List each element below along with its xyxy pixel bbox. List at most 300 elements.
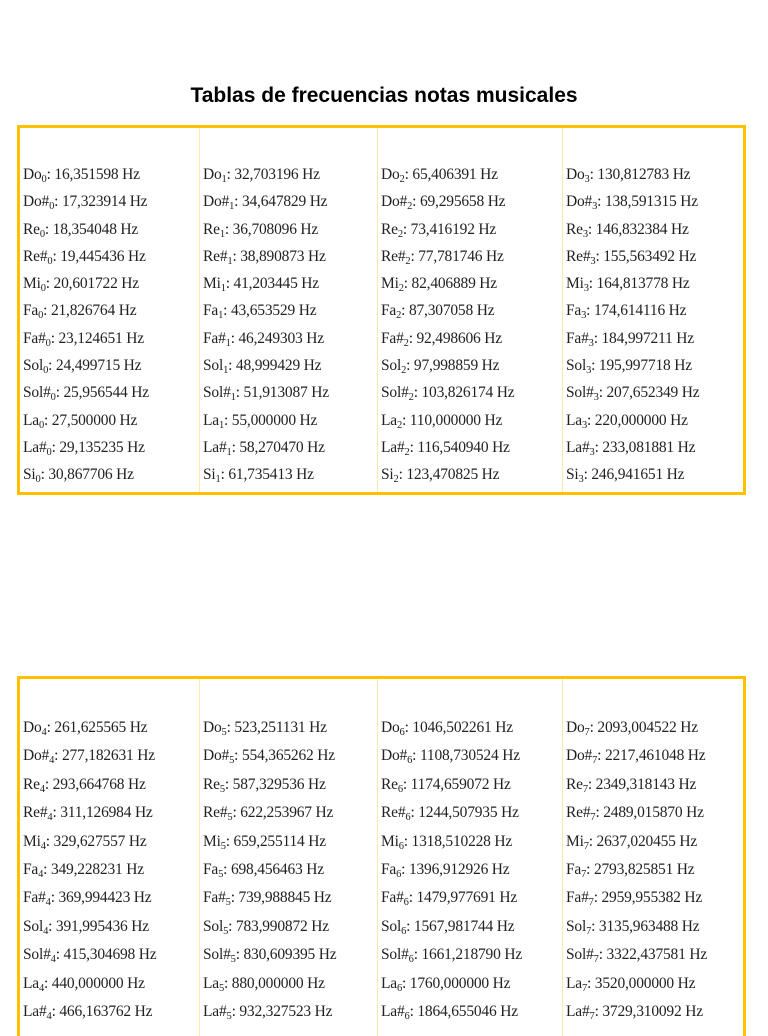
note-frequency: : 73,416192 Hz xyxy=(402,220,497,238)
octave-subscript: 6 xyxy=(404,1010,410,1022)
note-frequency: : 24,499715 Hz xyxy=(48,357,142,375)
note-row xyxy=(23,407,199,434)
octave-subscript: 3 xyxy=(581,310,587,322)
table-column xyxy=(562,128,743,492)
note-name: Do xyxy=(23,166,42,183)
note-name: Do# xyxy=(381,747,408,765)
octave-subscript: 0 xyxy=(50,392,56,404)
note-frequency: : 1396,912926 Hz xyxy=(401,860,510,878)
note-row xyxy=(381,771,562,799)
note-name: La xyxy=(566,974,582,992)
note-row xyxy=(566,970,743,998)
octave-subscript: 3 xyxy=(582,228,588,240)
note-name: Do# xyxy=(566,747,593,765)
octave-subscript: 1 xyxy=(215,474,221,486)
octave-subscript: 6 xyxy=(403,897,409,909)
note-row xyxy=(23,461,199,488)
note-row xyxy=(23,970,199,998)
note-name: Fa xyxy=(203,860,219,878)
frequency-table-octaves-4-7 xyxy=(17,676,746,1036)
octave-subscript: 7 xyxy=(589,1010,595,1022)
note-frequency: : 123,470825 Hz xyxy=(398,466,500,484)
octave-subscript: 4 xyxy=(43,925,49,937)
note-name: Sol xyxy=(23,357,44,375)
note-frequency: : 87,307058 Hz xyxy=(401,302,495,320)
note-name: Fa# xyxy=(203,329,226,347)
note-frequency: : 184,997211 Hz xyxy=(593,329,694,347)
octave-subscript: 5 xyxy=(218,868,224,880)
note-name: Fa# xyxy=(23,889,46,907)
octave-subscript: 3 xyxy=(584,174,590,185)
note-row xyxy=(566,297,743,324)
note-name: Re# xyxy=(23,247,48,265)
note-row xyxy=(23,856,199,884)
note-frequency: : 783,990872 Hz xyxy=(228,917,329,935)
note-row xyxy=(23,325,199,352)
octave-subscript: 0 xyxy=(47,255,53,267)
note-frequency: : 18,354048 Hz xyxy=(44,220,139,238)
note-row xyxy=(381,970,562,998)
note-frequency: : 293,664768 Hz xyxy=(44,775,146,793)
note-frequency: : 23,124651 Hz xyxy=(50,329,144,347)
note-name: Do xyxy=(203,719,222,736)
note-row xyxy=(203,742,377,770)
note-row xyxy=(203,352,377,379)
note-row xyxy=(381,325,562,352)
octave-subscript: 5 xyxy=(220,840,226,852)
note-name: Mi xyxy=(566,275,584,293)
note-row xyxy=(566,998,743,1026)
note-row xyxy=(203,407,377,434)
note-frequency: : 51,913087 Hz xyxy=(235,384,329,402)
note-name: Fa xyxy=(23,860,39,878)
note-row xyxy=(203,771,377,799)
octave-subscript: 7 xyxy=(588,897,594,909)
note-frequency: : 174,614116 Hz xyxy=(586,302,687,320)
table-column xyxy=(377,679,562,1036)
note-frequency: : 2349,318143 Hz xyxy=(587,775,697,793)
note-row xyxy=(566,352,743,379)
note-name: Re xyxy=(566,220,583,238)
note-name: Fa xyxy=(566,302,582,320)
note-name: Fa# xyxy=(203,889,226,907)
note-frequency: : 1864,655046 Hz xyxy=(409,1002,518,1020)
octave-subscript: 5 xyxy=(223,925,229,937)
note-row xyxy=(203,461,377,488)
note-name: La xyxy=(203,411,219,429)
note-row xyxy=(381,742,562,770)
octave-subscript: 0 xyxy=(39,228,45,240)
note-name: La# xyxy=(203,438,227,456)
note-name: Sol xyxy=(23,917,44,935)
note-row xyxy=(23,884,199,912)
note-row xyxy=(566,188,743,215)
note-name: La# xyxy=(381,438,405,456)
octave-subscript: 3 xyxy=(592,201,598,213)
note-row xyxy=(381,270,562,297)
note-name: Do# xyxy=(203,747,230,765)
note-name: Re# xyxy=(566,804,591,822)
note-frequency: : 1760,000000 Hz xyxy=(402,974,511,992)
octave-subscript: 6 xyxy=(397,783,403,795)
note-row xyxy=(203,884,377,912)
note-frequency: : 2959,955382 Hz xyxy=(593,889,703,907)
note-name: Re# xyxy=(203,804,228,822)
note-frequency: : 82,406889 Hz xyxy=(403,275,497,293)
note-name: Sol# xyxy=(566,384,594,402)
note-name: Re xyxy=(203,775,220,793)
note-frequency: : 1318,510228 Hz xyxy=(403,832,513,850)
note-name: Do# xyxy=(203,193,230,211)
note-frequency: : 92,498606 Hz xyxy=(408,329,502,347)
note-name: Fa xyxy=(203,302,219,320)
note-name: Re# xyxy=(566,247,591,265)
note-name: Sol xyxy=(203,357,224,375)
octave-subscript: 4 xyxy=(38,982,45,994)
octave-subscript: 0 xyxy=(38,419,45,431)
note-name: Re# xyxy=(203,247,228,265)
octave-subscript: 2 xyxy=(396,310,402,322)
note-name: Sol# xyxy=(203,946,231,964)
octave-subscript: 5 xyxy=(226,1010,232,1022)
note-row xyxy=(203,188,377,215)
note-frequency: : 391,995436 Hz xyxy=(48,917,149,935)
note-row xyxy=(381,379,562,406)
octave-subscript: 0 xyxy=(41,174,47,185)
note-frequency: : 3729,310092 Hz xyxy=(594,1002,703,1020)
note-row xyxy=(23,913,199,941)
octave-subscript: 3 xyxy=(586,365,592,377)
note-name: Mi xyxy=(203,275,221,293)
octave-subscript: 1 xyxy=(226,446,232,458)
note-frequency: : 27,500000 Hz xyxy=(44,411,138,429)
octave-subscript: 6 xyxy=(396,868,402,880)
note-frequency: : 58,270470 Hz xyxy=(231,438,325,456)
note-frequency: : 146,832384 Hz xyxy=(587,220,689,238)
note-frequency: : 38,890873 Hz xyxy=(232,247,326,265)
note-frequency: : 311,126984 Hz xyxy=(52,804,153,822)
note-name: Re xyxy=(381,220,398,238)
note-row xyxy=(381,434,562,461)
note-name: Do# xyxy=(566,193,593,211)
note-name: Si xyxy=(23,466,36,484)
note-frequency: : 1046,502261 Hz xyxy=(404,719,513,736)
note-row xyxy=(566,913,743,941)
note-name: La xyxy=(203,974,219,992)
note-frequency: : 41,203445 Hz xyxy=(225,275,319,293)
octave-subscript: 6 xyxy=(407,755,413,767)
note-frequency: : 30,867706 Hz xyxy=(40,466,134,484)
note-row xyxy=(203,325,377,352)
table-column xyxy=(199,128,377,492)
note-frequency: : 1174,659072 Hz xyxy=(402,775,511,793)
note-name: Re xyxy=(23,220,40,238)
note-frequency: : 830,609395 Hz xyxy=(235,946,337,964)
note-frequency: : 97,998859 Hz xyxy=(406,357,500,375)
note-row xyxy=(566,742,743,770)
note-frequency: : 55,000000 Hz xyxy=(224,411,318,429)
octave-subscript: 1 xyxy=(218,419,225,431)
octave-subscript: 2 xyxy=(401,365,407,377)
note-row xyxy=(203,216,377,243)
note-row xyxy=(203,270,377,297)
note-row xyxy=(23,742,199,770)
note-name: La# xyxy=(566,1002,590,1020)
octave-subscript: 1 xyxy=(229,201,235,213)
note-name: Re# xyxy=(381,247,406,265)
note-row xyxy=(566,270,743,297)
page-title: Tablas de frecuencias notas musicales xyxy=(190,84,578,107)
note-name: Do xyxy=(23,719,42,736)
note-frequency: : 61,735413 Hz xyxy=(220,466,314,484)
note-row xyxy=(203,243,377,270)
note-name: Fa xyxy=(23,302,39,320)
table-column xyxy=(562,679,743,1036)
octave-subscript: 4 xyxy=(38,868,44,880)
note-name: Sol# xyxy=(381,384,409,402)
note-frequency: : 2489,015870 Hz xyxy=(595,804,704,822)
octave-subscript: 6 xyxy=(396,982,403,994)
note-name: Fa xyxy=(381,860,397,878)
octave-subscript: 3 xyxy=(590,255,596,267)
table-column xyxy=(20,128,199,492)
note-name: Mi xyxy=(381,832,399,850)
octave-subscript: 0 xyxy=(49,201,55,213)
note-frequency: : 2793,825851 Hz xyxy=(586,860,695,878)
note-frequency: : 3322,437581 Hz xyxy=(598,946,708,964)
note-name: Fa# xyxy=(23,329,46,347)
note-frequency: : 46,249303 Hz xyxy=(230,329,324,347)
note-row xyxy=(566,161,743,188)
octave-subscript: 2 xyxy=(403,337,409,349)
octave-subscript: 0 xyxy=(35,474,41,486)
note-row xyxy=(381,161,562,188)
octave-subscript: 7 xyxy=(590,812,596,824)
note-row xyxy=(23,434,199,461)
note-name: Fa# xyxy=(566,329,589,347)
note-name: Re xyxy=(23,775,40,793)
octave-subscript: 5 xyxy=(230,954,236,966)
note-name: Mi xyxy=(23,832,41,850)
note-frequency: : 440,000000 Hz xyxy=(44,974,145,992)
note-frequency: : 29,135235 Hz xyxy=(51,438,145,456)
note-frequency: : 246,941651 Hz xyxy=(583,466,685,484)
note-frequency: : 1108,730524 Hz xyxy=(412,747,520,765)
octave-subscript: 7 xyxy=(581,982,588,994)
note-row xyxy=(381,352,562,379)
note-frequency: : 130,812783 Hz xyxy=(589,166,691,183)
note-row xyxy=(566,243,743,270)
octave-subscript: 2 xyxy=(408,392,414,404)
note-name: Mi xyxy=(566,832,584,850)
note-frequency: : 277,182631 Hz xyxy=(54,747,155,765)
octave-subscript: 3 xyxy=(583,283,589,295)
note-name: Do xyxy=(381,166,400,183)
note-frequency: : 25,956544 Hz xyxy=(55,384,149,402)
note-row xyxy=(23,216,199,243)
note-row xyxy=(566,828,743,856)
note-frequency: : 1567,981744 Hz xyxy=(406,917,515,935)
note-name: La# xyxy=(23,1002,47,1020)
octave-subscript: 7 xyxy=(583,840,589,852)
octave-subscript: 5 xyxy=(227,812,233,824)
note-name: Do xyxy=(566,719,585,736)
note-name: La xyxy=(23,411,39,429)
note-name: Do xyxy=(566,166,585,183)
note-row xyxy=(566,216,743,243)
octave-subscript: 1 xyxy=(220,283,226,295)
note-row xyxy=(381,243,562,270)
note-row xyxy=(23,998,199,1026)
note-frequency: : 36,708096 Hz xyxy=(224,220,319,238)
note-frequency: : 34,647829 Hz xyxy=(234,193,328,211)
note-row xyxy=(23,799,199,827)
note-frequency: : 739,988845 Hz xyxy=(230,889,332,907)
note-row xyxy=(381,216,562,243)
note-name: La xyxy=(381,974,397,992)
note-row xyxy=(381,714,562,742)
note-name: Do xyxy=(203,166,222,183)
octave-subscript: 3 xyxy=(581,419,588,431)
octave-subscript: 4 xyxy=(46,1010,52,1022)
octave-subscript: 3 xyxy=(588,337,594,349)
table-column xyxy=(20,679,199,1036)
octave-subscript: 1 xyxy=(227,255,233,267)
octave-subscript: 7 xyxy=(592,755,598,767)
octave-subscript: 0 xyxy=(43,365,49,377)
octave-subscript: 2 xyxy=(398,283,404,295)
note-name: La xyxy=(381,411,397,429)
octave-subscript: 7 xyxy=(582,783,588,795)
note-row xyxy=(381,884,562,912)
note-frequency: : 415,304698 Hz xyxy=(55,946,157,964)
note-name: La xyxy=(23,974,39,992)
note-row xyxy=(566,379,743,406)
note-frequency: : 17,323914 Hz xyxy=(54,193,148,211)
octave-subscript: 7 xyxy=(593,954,599,966)
note-name: La# xyxy=(23,438,47,456)
note-name: Re# xyxy=(381,804,406,822)
note-frequency: : 3520,000000 Hz xyxy=(587,974,696,992)
note-frequency: : 77,781746 Hz xyxy=(410,247,504,265)
note-row xyxy=(23,828,199,856)
note-row xyxy=(203,941,377,969)
note-name: La# xyxy=(381,1002,405,1020)
note-row xyxy=(566,714,743,742)
note-name: La xyxy=(566,411,582,429)
octave-subscript: 6 xyxy=(401,925,407,937)
note-frequency: : 20,601722 Hz xyxy=(45,275,139,293)
note-row xyxy=(203,856,377,884)
octave-subscript: 4 xyxy=(50,954,56,966)
note-row xyxy=(23,714,199,742)
note-name: Sol# xyxy=(566,946,594,964)
note-name: Sol# xyxy=(381,946,409,964)
note-name: Sol xyxy=(381,917,402,935)
note-name: Si xyxy=(566,466,579,484)
note-row xyxy=(381,799,562,827)
note-name: Sol xyxy=(203,917,224,935)
note-row xyxy=(566,771,743,799)
octave-subscript: 4 xyxy=(40,840,46,852)
octave-subscript: 4 xyxy=(49,755,55,767)
octave-subscript: 3 xyxy=(593,392,599,404)
octave-subscript: 0 xyxy=(45,337,51,349)
note-frequency: : 19,445436 Hz xyxy=(52,247,146,265)
note-row xyxy=(566,407,743,434)
note-row xyxy=(23,270,199,297)
note-frequency: : 523,251131 Hz xyxy=(226,719,327,736)
octave-subscript: 4 xyxy=(45,897,51,909)
note-row xyxy=(23,941,199,969)
note-row xyxy=(23,297,199,324)
note-row xyxy=(23,243,199,270)
note-name: Re xyxy=(203,220,220,238)
note-name: Fa# xyxy=(566,889,589,907)
note-row xyxy=(566,856,743,884)
octave-subscript: 1 xyxy=(230,392,236,404)
note-row xyxy=(566,434,743,461)
note-row xyxy=(566,884,743,912)
note-name: Do# xyxy=(23,193,50,211)
note-frequency: : 329,627557 Hz xyxy=(45,832,147,850)
note-row xyxy=(203,970,377,998)
note-frequency: : 110,000000 Hz xyxy=(402,411,503,429)
octave-subscript: 1 xyxy=(223,365,229,377)
note-name: Fa# xyxy=(381,329,404,347)
octave-subscript: 6 xyxy=(399,727,405,738)
note-name: Do xyxy=(381,719,400,736)
note-row xyxy=(381,828,562,856)
octave-subscript: 5 xyxy=(221,727,227,738)
note-frequency: : 48,999429 Hz xyxy=(228,357,322,375)
note-row xyxy=(203,828,377,856)
note-frequency: : 164,813778 Hz xyxy=(588,275,690,293)
note-frequency: : 587,329536 Hz xyxy=(224,775,326,793)
note-name: Sol# xyxy=(203,384,231,402)
octave-subscript: 2 xyxy=(399,174,405,185)
note-frequency: : 554,365262 Hz xyxy=(234,747,335,765)
note-frequency: : 698,456463 Hz xyxy=(223,860,324,878)
note-name: La# xyxy=(203,1002,227,1020)
note-frequency: : 233,081881 Hz xyxy=(594,438,696,456)
note-row xyxy=(566,325,743,352)
octave-subscript: 5 xyxy=(225,897,231,909)
note-name: Fa# xyxy=(381,889,404,907)
frequency-table-octaves-0-3 xyxy=(17,125,746,495)
octave-subscript: 6 xyxy=(398,840,404,852)
octave-subscript: 1 xyxy=(219,228,225,240)
note-name: Si xyxy=(381,466,394,484)
note-frequency: : 659,255114 Hz xyxy=(225,832,326,850)
octave-subscript: 0 xyxy=(38,310,44,322)
octave-subscript: 4 xyxy=(47,812,53,824)
note-name: Si xyxy=(203,466,216,484)
note-frequency: : 2637,020455 Hz xyxy=(588,832,698,850)
note-frequency: : 2217,461048 Hz xyxy=(597,747,706,765)
note-frequency: : 65,406391 Hz xyxy=(404,166,498,183)
note-name: Fa xyxy=(381,302,397,320)
octave-subscript: 2 xyxy=(404,446,410,458)
note-row xyxy=(566,799,743,827)
note-name: Do# xyxy=(381,193,408,211)
note-frequency: : 349,228231 Hz xyxy=(43,860,144,878)
note-row xyxy=(203,998,377,1026)
note-row xyxy=(381,998,562,1026)
octave-subscript: 5 xyxy=(229,755,235,767)
note-name: La# xyxy=(566,438,590,456)
note-row xyxy=(23,771,199,799)
